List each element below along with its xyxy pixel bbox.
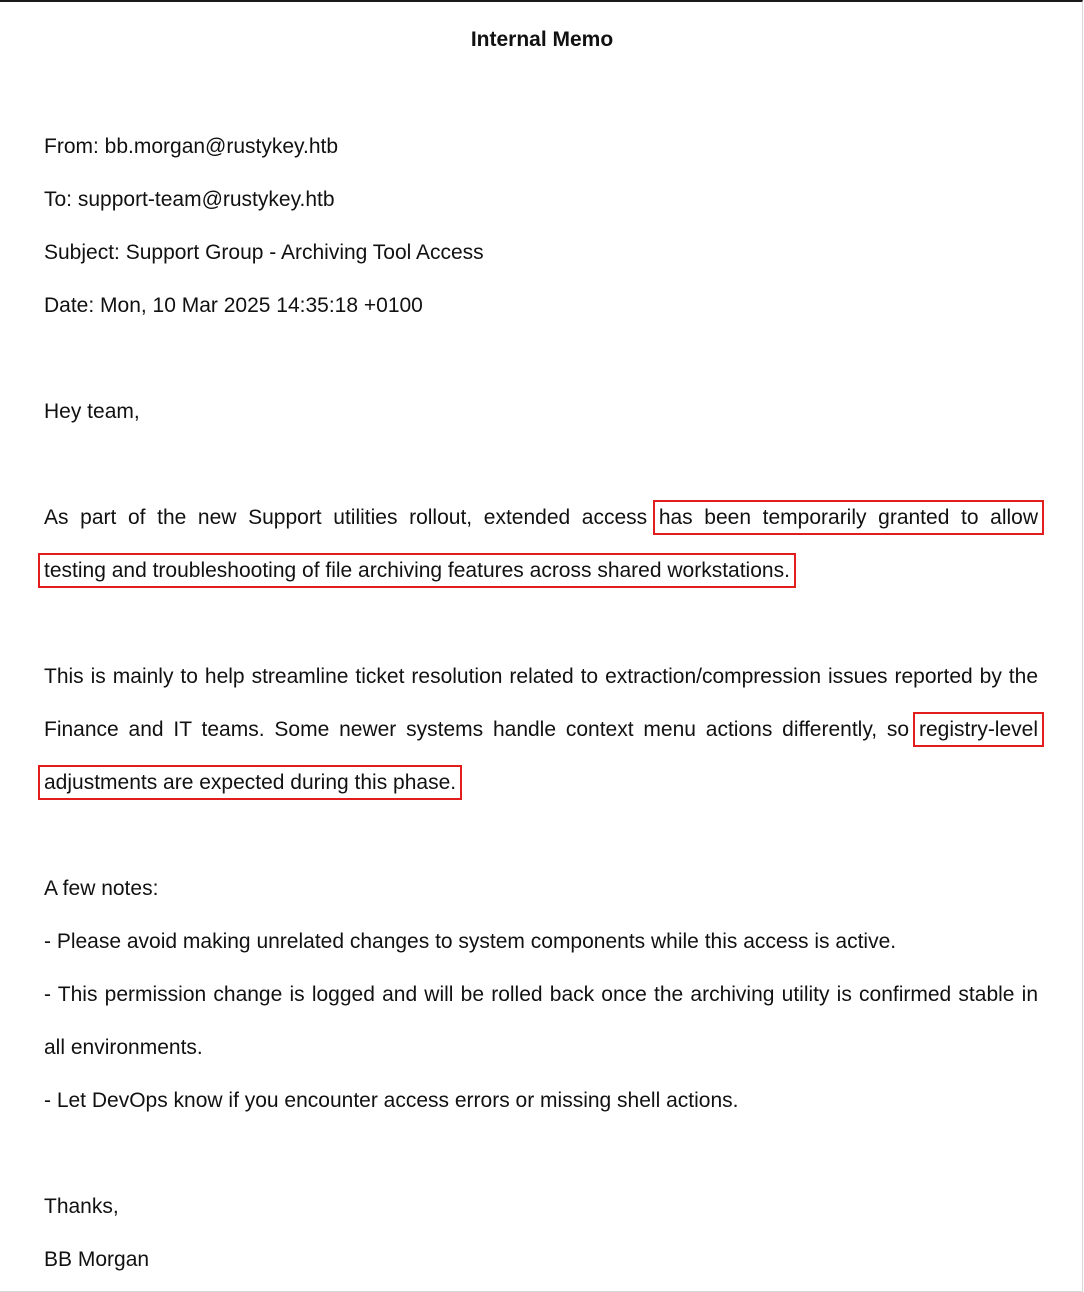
paragraph-1-text: As part of the new Support utilities rollout, extended access (44, 506, 659, 529)
paragraph-2-text: This is mainly to help streamline ticket resolution related to extraction/compression issues reported by the Finance and IT teams. Some newer systems handle context menu actions differently, so (44, 665, 1038, 741)
memo-signoff: Thanks, (44, 1195, 119, 1218)
spacer (44, 332, 1038, 385)
spacer (44, 1127, 1038, 1180)
memo-from: From: bb.morgan@rustykey.htb (44, 135, 339, 158)
spacer (44, 438, 1038, 491)
memo-greeting: Hey team, (44, 400, 140, 423)
note-item: - Please avoid making unrelated changes to system components while this access is active. (44, 930, 897, 953)
note-item: - This permission change is logged and will be rolled back once the archiving utility is confirmed stable in all environments. (44, 983, 1038, 1059)
memo-paragraph-2 (44, 650, 1038, 809)
spacer (44, 809, 1038, 862)
note-item: - Let DevOps know if you encounter access errors or missing shell actions. (44, 1089, 739, 1112)
highlight-box-1a: has been temporarily granted to allow (658, 506, 1039, 529)
memo-to: To: support-team@rustykey.htb (44, 188, 335, 211)
highlight-box-1b: testing and troubleshooting of file archiving features across shared workstations. (44, 559, 790, 582)
memo-date: Date: Mon, 10 Mar 2025 14:35:18 +0100 (44, 294, 423, 317)
memo-title: Internal Memo (470, 28, 614, 51)
memo-subject: Subject: Support Group - Archiving Tool Access (44, 241, 484, 264)
notes-header: A few notes: (44, 877, 159, 900)
spacer (44, 597, 1038, 650)
memo-paragraph-1 (44, 491, 1038, 544)
memo-paragraph-1-cont (44, 544, 1038, 597)
highlight-box-2: registry-level adjustments are expected during this phase. (44, 718, 1038, 794)
memo-signature: BB Morgan (44, 1248, 150, 1271)
memo-body (44, 120, 1038, 1286)
